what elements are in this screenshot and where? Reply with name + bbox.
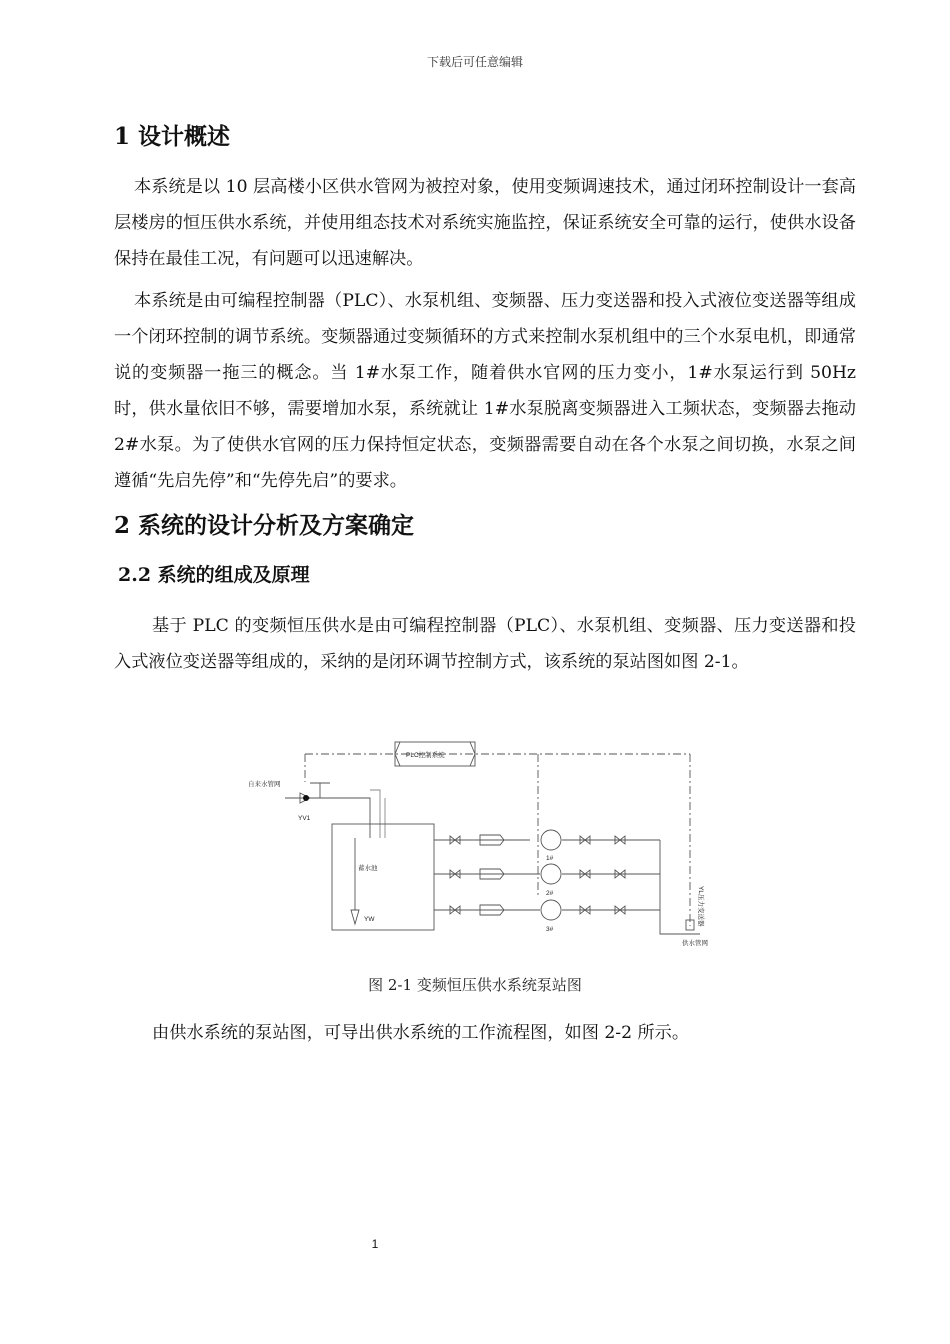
pump-1 xyxy=(541,830,561,850)
section-2-heading: 2 系统的设计分析及方案确定 xyxy=(114,512,415,539)
pump-1-label: 1# xyxy=(546,855,554,862)
section-1-paragraph-1: 本系统是以 10 层高楼小区供水管网为被控对象，使用变频调速技术，通过闭环控制设计一套高层楼房的恒压供水系统，并使用组态技术对系统实施监控，保证系统安全可靠的运行，使供水设备保持在最佳工况，有问题可以迅速解决。 xyxy=(114,177,856,269)
pump-2-label: 2# xyxy=(546,890,554,897)
mains-label: 自来水管网 xyxy=(248,781,281,788)
section-2-paragraph: 基于 PLC 的变频恒压供水是由可编程控制器（PLC）、水泵机组、变频器、压力变送器和投入式液位变送器等组成的，采纳的是闭环调节控制方式，该系统的泵站图如图 2-1。 xyxy=(114,616,856,672)
figure-caption: 图 2-1 变频恒压供水系统泵站图 xyxy=(368,976,582,994)
section-1-paragraph-2: 本系统是由可编程控制器（PLC）、水泵机组、变频器、压力变送器和投入式液位变送器等组成一个闭环控制的调节系统。变频器通过变频循环的方式来控制水泵机组中的三个水泵电机，即通常说的变频器一拖三的概念。当 1#水泵工作，随着供水官网的压力变小，1#水泵运行到 50Hz 时，供水量依旧不够，需要增加水泵，系统就让 1#水泵脱离变频器进入工频状态，变频器去拖动 2#水泵。为了使供水官网的压力保持恒定状态，变频器需要自动在各个水泵之间切换，水泵之间遵循“先启先停”和“先停先启”的要求。 xyxy=(114,291,856,491)
supply-label: 供水管网 xyxy=(682,940,708,947)
plc-label: PLC控制系统 xyxy=(406,752,445,759)
level-label: YW xyxy=(364,916,375,923)
valve-label: YV1 xyxy=(298,815,311,822)
page-number: 1 xyxy=(371,1237,379,1251)
after-figure-paragraph: 由供水系统的泵站图，可导出供水系统的工作流程图，如图 2-2 所示。 xyxy=(152,1023,690,1043)
page-header: 下载后可任意编辑 xyxy=(426,55,523,69)
pump-station-figure xyxy=(240,738,730,957)
pump-station-diagram xyxy=(240,738,730,953)
section-2-2-heading: 2.2 系统的组成及原理 xyxy=(118,564,310,586)
tank xyxy=(332,824,434,930)
section-1-heading: 1 设计概述 xyxy=(114,123,231,150)
pump-3 xyxy=(541,900,561,920)
pressure-label: YL压力变送器 xyxy=(697,886,704,927)
tank-label: 蓄水池 xyxy=(358,865,378,872)
pump-2 xyxy=(541,864,561,884)
pump-3-label: 3# xyxy=(546,926,554,933)
